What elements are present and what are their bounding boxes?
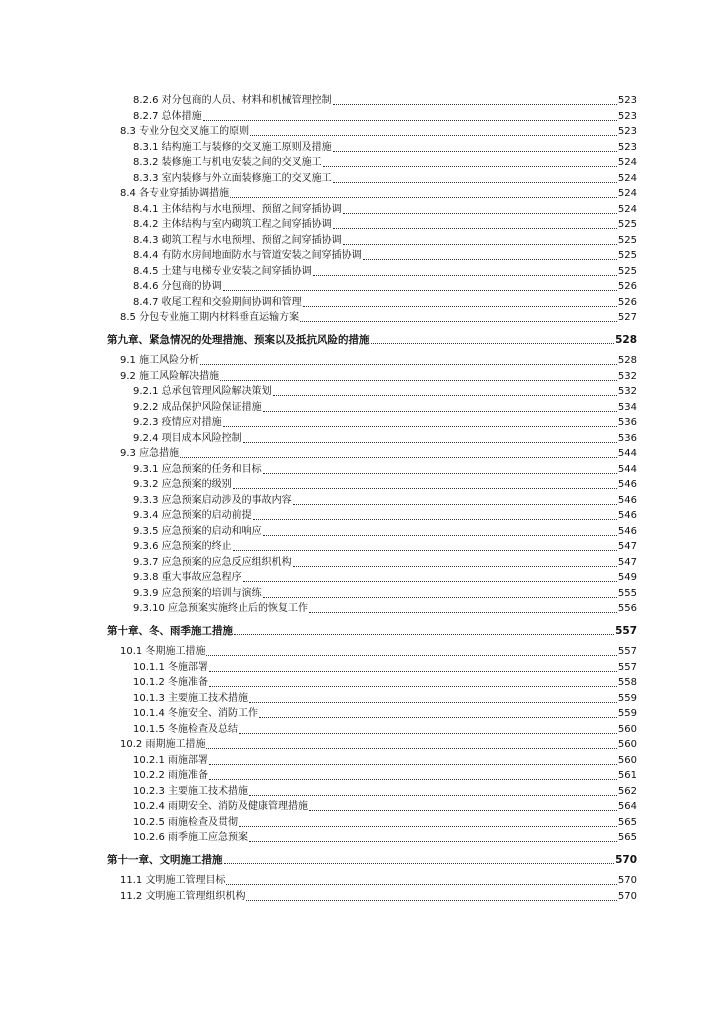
dot-leader (249, 841, 617, 842)
toc-entry[interactable] (120, 185, 637, 201)
toc-entry[interactable] (133, 216, 637, 232)
toc-entry-title: 9.3 应急措施 (120, 448, 180, 459)
toc-entry-title: 11.2 文明施工管理组织机构 (120, 890, 246, 902)
dot-leader (223, 290, 617, 291)
toc-entry-title: 9.3.10 应急预案实施终止后的恢复工作 (133, 603, 308, 614)
toc-entry-page-number: 527 (617, 312, 637, 323)
toc-entry[interactable] (133, 721, 637, 737)
dot-leader (293, 504, 617, 505)
toc-entry[interactable] (133, 476, 637, 492)
toc-entry-title: 8.4.4 有防水房间地面防水与管道安装之间穿插协调 (133, 250, 362, 261)
toc-entry-title: 8.4 各专业穿插协调措施 (120, 188, 230, 199)
toc-entry-title: 10.1.2 冬施准备 (133, 677, 208, 688)
toc-entry-title: 10.2.2 雨施准备 (133, 770, 208, 781)
dot-leader (273, 395, 617, 396)
toc-entry[interactable] (133, 798, 637, 814)
toc-entry[interactable] (120, 309, 637, 325)
dot-leader (371, 343, 615, 344)
toc-entry-page-number: 546 (617, 479, 637, 490)
toc-entry-page-number: 556 (617, 603, 637, 614)
dot-leader (209, 686, 617, 687)
toc-entry-page-number: 534 (617, 401, 637, 413)
dot-leader (309, 810, 617, 811)
toc-entry-title: 9.3.5 应急预案的启动和响应 (133, 525, 262, 537)
dot-leader (250, 135, 617, 136)
dot-leader (323, 166, 617, 167)
dot-leader (313, 275, 617, 276)
toc-entry-page-number: 562 (617, 785, 637, 797)
toc-entry-title: 8.3.1 结构施工与装修的交叉施工原则及措施 (133, 141, 332, 153)
toc-entry-page-number: 546 (617, 510, 637, 521)
toc-entry-title: 10.2.1 雨施部署 (133, 754, 208, 766)
toc-entry[interactable] (133, 674, 637, 690)
toc-entry[interactable] (133, 170, 637, 186)
toc-entry[interactable] (133, 569, 637, 585)
toc-entry[interactable] (133, 814, 637, 830)
toc-entry[interactable] (133, 767, 637, 783)
toc-entry-title: 8.4.7 收尾工程和交验期间协调和管理 (133, 296, 302, 308)
toc-chapter-entry[interactable] (107, 331, 637, 347)
toc-entry-page-number: 526 (617, 296, 637, 308)
toc-entry[interactable] (120, 736, 637, 752)
toc-entry-title: 10.1.1 冬施部署 (133, 661, 208, 673)
toc-entry-title: 8.3 专业分包交叉施工的原则 (120, 126, 250, 137)
dot-leader (200, 364, 617, 365)
toc-entry-page-number: 546 (617, 494, 637, 506)
toc-entry-title: 10.2.4 雨期安全、消防及健康管理措施 (133, 801, 308, 812)
dot-leader (220, 380, 617, 381)
dot-leader (206, 748, 616, 749)
toc-entry-title: 9.3.4 应急预案的启动前提 (133, 510, 252, 521)
toc-entry-page-number: 526 (617, 281, 637, 292)
toc-entry-page-number: 570 (617, 875, 637, 886)
toc-entry-title: 9.2.2 成品保护风险保证措施 (133, 401, 262, 413)
toc-chapter-entry[interactable] (107, 851, 637, 867)
toc-entry-title: 8.4.2 主体结构与室内砌筑工程之间穿插协调 (133, 219, 332, 230)
toc-entry-title: 9.1 施工风险分析 (120, 355, 200, 366)
toc-entry-title: 第十一章、文明施工措施 (107, 853, 223, 866)
dot-leader (226, 884, 616, 885)
toc-entry-page-number: 525 (617, 265, 637, 277)
toc-entry[interactable] (120, 643, 637, 659)
toc-entry[interactable] (120, 123, 637, 139)
toc-entry-page-number: 565 (617, 816, 637, 828)
toc-entry-title: 9.2.3 疫情应对措施 (133, 417, 222, 428)
toc-entry-page-number: 565 (617, 832, 637, 843)
toc-entry-page-number: 524 (617, 188, 637, 199)
toc-entry-page-number: 532 (617, 370, 637, 382)
toc-entry-title: 第十章、冬、雨季施工措施 (107, 624, 233, 637)
dot-leader (239, 733, 617, 734)
dot-leader (230, 197, 617, 198)
toc-entry-title: 9.2 施工风险解决措施 (120, 370, 220, 382)
toc-entry-page-number: 536 (617, 417, 637, 428)
toc-entry-title: 8.5 分包专业施工期内材料垂直运输方案 (120, 312, 300, 323)
toc-entry[interactable] (133, 600, 637, 616)
toc-entry[interactable] (133, 201, 637, 217)
toc-entry-title: 8.4.3 砌筑工程与水电预埋、预留之间穿插协调 (133, 234, 342, 246)
toc-entry-title: 10.2.6 雨季施工应急预案 (133, 832, 248, 843)
toc-entry-title: 10.1.5 冬施检查及总结 (133, 723, 238, 735)
dot-leader (333, 104, 617, 105)
toc-entry[interactable] (133, 783, 637, 799)
toc-entry[interactable] (133, 538, 637, 554)
toc-entry-title: 10.1.4 冬施安全、消防工作 (133, 708, 258, 719)
toc-entry[interactable] (133, 108, 637, 124)
toc-entry[interactable] (133, 585, 637, 601)
toc-entry-page-number: 524 (617, 157, 637, 168)
toc-entry[interactable] (133, 752, 637, 768)
dot-leader (259, 717, 617, 718)
toc-entry-title: 9.2.4 项目成本风险控制 (133, 432, 242, 444)
toc-entry-page-number: 523 (617, 95, 637, 106)
toc-entry[interactable] (133, 263, 637, 279)
toc-entry-page-number: 557 (615, 624, 637, 637)
toc-entry-page-number: 525 (617, 219, 637, 230)
toc-entry-title: 9.3.3 应急预案启动涉及的事故内容 (133, 494, 292, 506)
dot-leader (180, 457, 617, 458)
toc-entry[interactable] (120, 368, 637, 384)
toc-entry[interactable] (133, 690, 637, 706)
toc-entry[interactable] (133, 92, 637, 108)
toc-entry-page-number: 524 (617, 172, 637, 184)
toc-entry-page-number: 524 (617, 203, 637, 215)
toc-entry-title: 10.2 雨期施工措施 (120, 739, 206, 750)
toc-entry[interactable] (133, 247, 637, 263)
toc-entry-page-number: 523 (617, 126, 637, 137)
toc-entry-title: 8.2.7 总体措施 (133, 110, 202, 122)
toc-entry-title: 10.1.3 主要施工技术措施 (133, 692, 248, 704)
toc-entry-page-number: 547 (617, 541, 637, 552)
dot-leader (209, 779, 617, 780)
dot-leader (263, 535, 617, 536)
toc-entry-page-number: 564 (617, 801, 637, 812)
toc-entry[interactable] (133, 414, 637, 430)
toc-entry-title: 10.2.5 雨施检查及贯彻 (133, 816, 238, 828)
dot-leader (309, 612, 617, 613)
toc-entry-page-number: 557 (617, 661, 637, 673)
toc-entry-page-number: 555 (617, 587, 637, 599)
dot-leader (209, 764, 617, 765)
toc-entry-title: 10.2.3 主要施工技术措施 (133, 785, 248, 797)
toc-entry[interactable] (133, 139, 637, 155)
toc-entry-title: 第九章、紧急情况的处理措施、预案以及抵抗风险的措施 (107, 333, 370, 346)
toc-entry-page-number: 528 (615, 333, 637, 346)
toc-entry-page-number: 557 (617, 646, 637, 657)
dot-leader (203, 120, 617, 121)
toc-entry-page-number: 560 (617, 723, 637, 735)
toc-entry[interactable] (133, 232, 637, 248)
toc-entry-title: 8.4.6 分包商的协调 (133, 281, 222, 292)
toc-entry-page-number: 532 (617, 386, 637, 397)
dot-leader (249, 795, 617, 796)
toc-entry-title: 9.2.1 总承包管理风险解决策划 (133, 386, 272, 397)
toc-entry[interactable] (120, 352, 637, 368)
toc-entry-page-number: 523 (617, 141, 637, 153)
toc-entry-page-number: 544 (617, 448, 637, 459)
dot-leader (333, 182, 617, 183)
toc-entry[interactable] (120, 445, 637, 461)
toc-entry[interactable] (133, 154, 637, 170)
toc-entry-page-number: 570 (615, 853, 637, 866)
dot-leader (243, 581, 617, 582)
toc-entry-page-number: 549 (617, 572, 637, 583)
dot-leader (206, 655, 616, 656)
dot-leader (293, 566, 617, 567)
dot-leader (209, 671, 617, 672)
dot-leader (234, 634, 614, 635)
toc-entry-title: 9.3.8 重大事故应急程序 (133, 572, 242, 583)
toc-entry-title: 9.3.7 应急预案的应急反应组织机构 (133, 556, 292, 568)
toc-entry-page-number: 561 (617, 770, 637, 781)
toc-entry[interactable] (133, 278, 637, 294)
toc-entry-title: 9.3.9 应急预案的培训与演练 (133, 587, 262, 599)
dot-leader (224, 863, 615, 864)
toc-entry-page-number: 559 (617, 708, 637, 719)
dot-leader (233, 488, 617, 489)
dot-leader (263, 473, 617, 474)
dot-leader (363, 259, 617, 260)
toc-entry-page-number: 525 (617, 234, 637, 246)
toc-entry[interactable] (133, 829, 637, 845)
toc-entry[interactable] (133, 554, 637, 570)
toc-entry-page-number: 570 (617, 890, 637, 902)
dot-leader (343, 244, 617, 245)
dot-leader (300, 321, 617, 322)
toc-entry-page-number: 544 (617, 463, 637, 475)
dot-leader (263, 597, 617, 598)
toc-entry[interactable] (133, 430, 637, 446)
toc-entry[interactable] (133, 399, 637, 415)
dot-leader (303, 306, 617, 307)
toc-entry[interactable] (133, 507, 637, 523)
toc-entry-title: 10.1 冬期施工措施 (120, 646, 206, 657)
toc-entry-page-number: 547 (617, 556, 637, 568)
toc-entry-page-number: 558 (617, 677, 637, 688)
toc-entry[interactable] (133, 461, 637, 477)
toc-entry[interactable] (120, 872, 637, 888)
toc-entry-title: 9.3.6 应急预案的终止 (133, 541, 232, 552)
toc-entry-page-number: 528 (617, 355, 637, 366)
toc-entry-page-number: 560 (617, 739, 637, 750)
dot-leader (253, 519, 617, 520)
toc-entry-title: 8.4.5 土建与电梯专业安装之间穿插协调 (133, 265, 312, 277)
toc-entry[interactable] (133, 492, 637, 508)
dot-leader (246, 900, 616, 901)
toc-entry-page-number: 536 (617, 432, 637, 444)
toc-entry-page-number: 560 (617, 754, 637, 766)
toc-entry-title: 8.3.3 室内装修与外立面装修施工的交叉施工 (133, 172, 332, 184)
dot-leader (333, 228, 617, 229)
toc-entry[interactable] (133, 294, 637, 310)
toc-entry-page-number: 546 (617, 525, 637, 537)
toc-entry[interactable] (120, 888, 637, 904)
dot-leader (239, 826, 617, 827)
toc-entry-title: 9.3.2 应急预案的级别 (133, 479, 232, 490)
dot-leader (263, 411, 617, 412)
toc-entry-title: 9.3.1 应急预案的任务和目标 (133, 463, 262, 475)
toc-entry-title: 8.4.1 主体结构与水电预埋、预留之间穿插协调 (133, 203, 342, 215)
toc-entry-page-number: 523 (617, 110, 637, 122)
toc-entry-page-number: 559 (617, 692, 637, 704)
toc-entry-title: 11.1 文明施工管理目标 (120, 875, 226, 886)
toc-entry[interactable] (133, 383, 637, 399)
toc-entry-page-number: 525 (617, 250, 637, 261)
dot-leader (233, 550, 617, 551)
dot-leader (249, 702, 617, 703)
toc-entry[interactable] (133, 705, 637, 721)
toc-chapter-entry[interactable] (107, 622, 637, 638)
dot-leader (333, 151, 617, 152)
dot-leader (343, 213, 617, 214)
dot-leader (243, 442, 617, 443)
toc-entry[interactable] (133, 523, 637, 539)
toc-entry[interactable] (133, 659, 637, 675)
dot-leader (223, 426, 617, 427)
toc-entry-title: 8.2.6 对分包商的人员、材料和机械管理控制 (133, 95, 332, 106)
toc-entry-title: 8.3.2 装修施工与机电安装之间的交叉施工 (133, 157, 322, 168)
